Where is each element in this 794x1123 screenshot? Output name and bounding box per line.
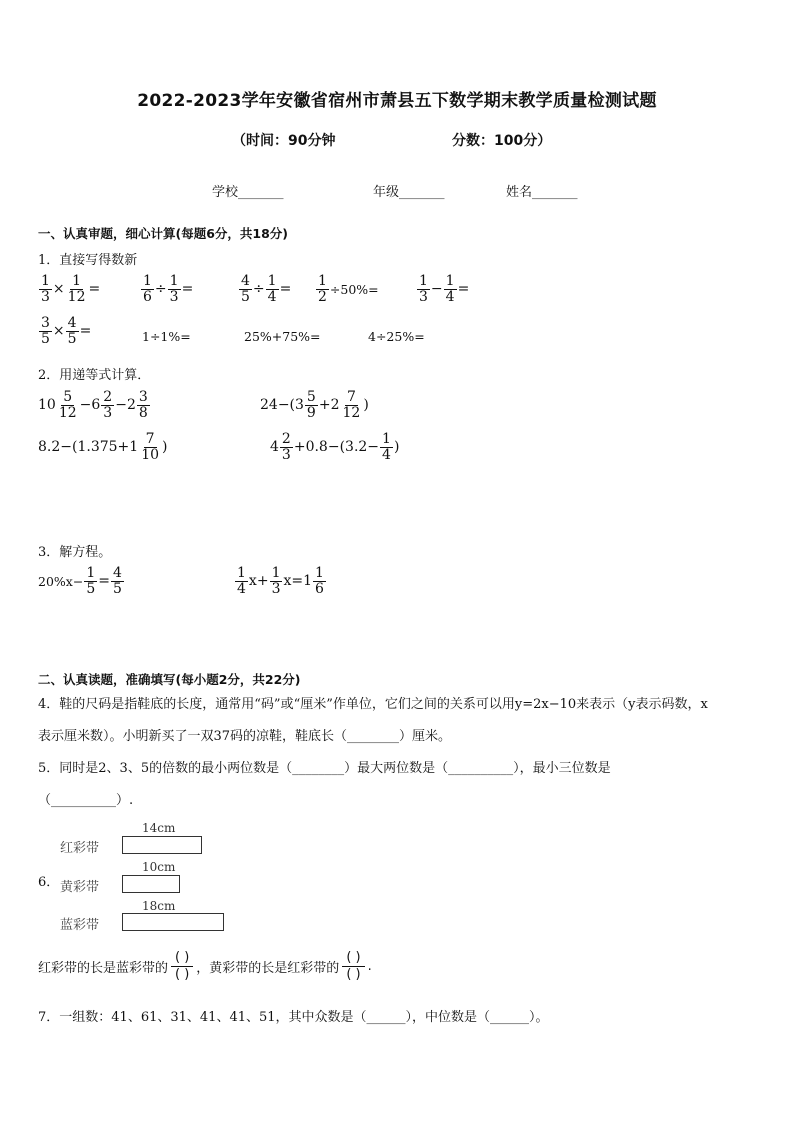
q1-item-9: 4÷25%= bbox=[368, 329, 425, 344]
section-1-heading: 一、认真审题，细心计算(每题6分，共18分) bbox=[38, 226, 289, 241]
q1-item-6: $\frac{3}{5}$ × $\frac{4}{5}$ = bbox=[41, 315, 92, 347]
q1-item-8: 25%+75%= bbox=[244, 329, 321, 344]
q4-line-1: 4．鞋的尺码是指鞋底的长度，通常用“码”或“厘米”作单位，它们之间的关系可以用y=2x−10来表示（y表示码数，x bbox=[38, 697, 708, 712]
q6-blank-fraction-2: ( ) ( ) bbox=[342, 950, 364, 982]
q1-item-7: 1÷1%= bbox=[142, 329, 191, 344]
q5-line-1: 5．同时是2、3、5的倍数的最小两位数是（________）最大两位数是（__________），最小三位数是 bbox=[38, 761, 611, 776]
q5-line-2: （__________）. bbox=[38, 793, 134, 808]
q2-expr-1: 10 $\frac{5}{12}$ −6 $\frac{2}{3}$ −2 $\frac{3}{8}$ bbox=[38, 389, 148, 421]
q1-item-4: $\frac{1}{2}$ ÷50%= bbox=[318, 273, 379, 305]
q3-equation-2: $\frac{1}{4}$ x+ $\frac{1}{3}$ x=1 $\frac{1}{6}$ bbox=[237, 565, 324, 597]
ribbon-red-bar bbox=[122, 836, 202, 854]
page-title: 2022-2023学年安徽省宿州市萧县五下数学期末教学质量检测试题 bbox=[137, 91, 657, 111]
q2-expr-2: 24−(3 $\frac{5}{9}$ +2 $\frac{7}{12}$ ) bbox=[260, 389, 369, 421]
q1-item-2: $\frac{1}{6}$ ÷ $\frac{1}{3}$ = bbox=[143, 273, 194, 305]
q2-title: 2．用递等式计算． bbox=[38, 368, 151, 383]
ribbon-blue-label: 蓝彩带 bbox=[60, 918, 100, 933]
ribbon-red-label: 红彩带 bbox=[60, 841, 100, 856]
name-field: 姓名_______ bbox=[506, 185, 578, 200]
q4-line-2: 表示厘米数）。小明新买了一双37码的凉鞋，鞋底长（________）厘米。 bbox=[38, 729, 452, 744]
ribbon-blue-length: 18cm bbox=[142, 899, 176, 913]
q3-equation-1: 20%x− $\frac{1}{5}$ = $\frac{4}{5}$ bbox=[38, 565, 122, 597]
q3-title: 3．解方程。 bbox=[38, 545, 112, 560]
exam-score: 分数：100分） bbox=[452, 133, 552, 149]
exam-time: （时间：90分钟 bbox=[232, 133, 336, 149]
q1-title: 1．直接写得数新 bbox=[38, 253, 138, 268]
q2-expr-3: 8.2−(1.375+1 $\frac{7}{10}$ ) bbox=[38, 431, 168, 463]
ribbon-yellow-label: 黄彩带 bbox=[60, 880, 100, 895]
ribbon-yellow-length: 10cm bbox=[142, 860, 176, 874]
ribbon-blue-bar bbox=[122, 913, 224, 931]
q6-question: 红彩带的长是蓝彩带的 ( ) ( ) ，黄彩带的长是红彩带的 ( ) ( ) . bbox=[38, 950, 372, 982]
ribbon-yellow-bar bbox=[122, 875, 180, 893]
ribbon-red-length: 14cm bbox=[142, 821, 176, 835]
section-2-heading: 二、认真读题，准确填写(每小题2分，共22分) bbox=[38, 672, 301, 687]
q6-number: 6． bbox=[38, 875, 60, 890]
q6-blank-fraction-1: ( ) ( ) bbox=[171, 950, 193, 982]
q7-text: 7．一组数：41、61、31、41、41、51，其中众数是（______），中位数是（______）。 bbox=[38, 1010, 549, 1025]
q1-item-5: $\frac{1}{3}$ − $\frac{1}{4}$ = bbox=[419, 273, 470, 305]
school-field: 学校_______ bbox=[212, 185, 284, 200]
grade-field: 年级_______ bbox=[373, 185, 445, 200]
q2-expr-4: 4 $\frac{2}{3}$ +0.8−(3.2− $\frac{1}{4}$ ) bbox=[270, 431, 400, 463]
q1-item-3: $\frac{4}{5}$ ÷ $\frac{1}{4}$ = bbox=[241, 273, 292, 305]
q1-item-1: $\frac{1}{3}$ × $\frac{1}{12}$ = bbox=[41, 273, 101, 305]
